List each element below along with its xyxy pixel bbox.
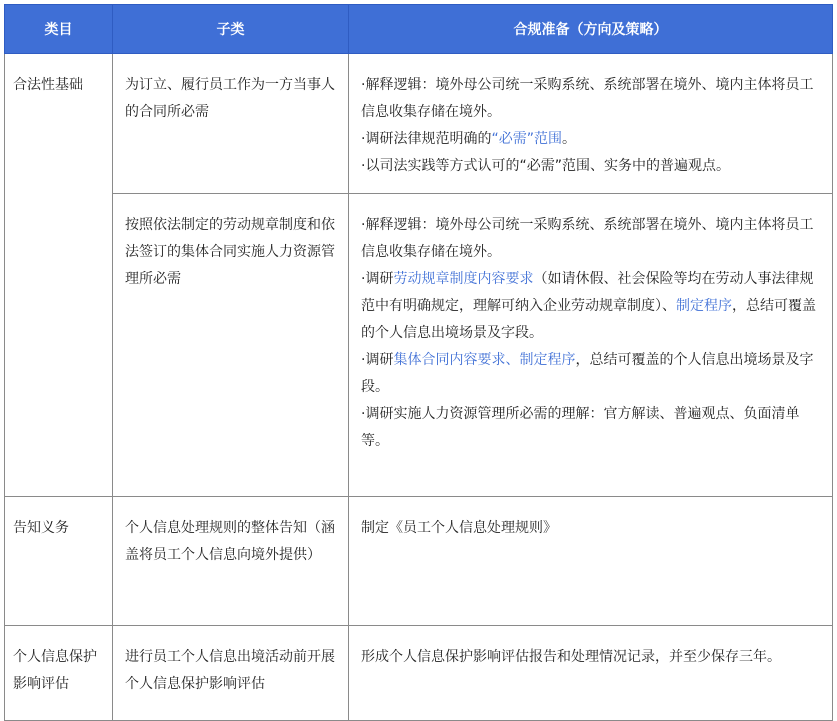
requirement-line: ·调研集体合同内容要求、制定程序，总结可覆盖的个人信息出境场景及字段。 <box>361 352 814 395</box>
requirement-line: ·调研劳动规章制度内容要求（如请休假、社会保险等均在劳动人事法律规范中有明确规定，理解可纳入企业劳动规章制度）、制定程序，总结可覆盖的个人信息出境场景及字段。 <box>361 271 816 341</box>
subcategory-cell: 个人信息处理规则的整体告知（涵盖将员工个人信息向境外提供） <box>113 497 349 626</box>
requirement-line: ·以司法实践等方式认可的“必需”范围、实务中的普遍观点。 <box>361 158 730 174</box>
requirements-cell <box>349 497 833 626</box>
requirement-line: ·解释逻辑：境外母公司统一采购系统、系统部署在境外、境内主体将员工信息收集存储在境外。 <box>361 77 814 120</box>
subcategory-cell: 进行员工个人信息出境活动前开展个人信息保护影响评估 <box>113 626 349 721</box>
category-cell: 合法性基础 <box>5 54 113 497</box>
requirements-cell <box>349 194 833 497</box>
highlight-text: 制定程序 <box>676 298 732 314</box>
header-row <box>5 5 833 54</box>
requirements-cell <box>349 54 833 194</box>
requirement-line: 形成个人信息保护影响评估报告和处理情况记录，并至少保存三年。 <box>361 649 781 665</box>
table-row <box>5 497 833 626</box>
subcategory-cell: 为订立、履行员工作为一方当事人的合同所必需 <box>113 54 349 194</box>
table-row <box>5 194 833 497</box>
table-row <box>5 626 833 721</box>
requirement-line: 制定《员工个人信息处理规则》 <box>361 520 557 536</box>
requirement-line: ·调研法律规范明确的“必需”范围。 <box>361 131 576 147</box>
highlight-text: 劳动规章制度内容要求 <box>393 271 534 287</box>
header-category: 类目 <box>5 5 113 54</box>
header-subcategory: 子类 <box>113 5 349 54</box>
requirement-line: ·解释逻辑：境外母公司统一采购系统、系统部署在境外、境内主体将员工信息收集存储在境外。 <box>361 217 814 260</box>
category-cell: 个人信息保护影响评估 <box>5 626 113 721</box>
category-cell: 告知义务 <box>5 497 113 626</box>
requirements-cell <box>349 626 833 721</box>
subcategory-cell: 按照依法制定的劳动规章制度和依法签订的集体合同实施人力资源管理所必需 <box>113 194 349 497</box>
highlight-text: “必需”范围 <box>491 131 562 147</box>
table-row <box>5 54 833 194</box>
header-requirements: 合规准备（方向及策略） <box>349 5 833 54</box>
compliance-table <box>4 4 833 721</box>
requirement-line: ·调研实施人力资源管理所必需的理解：官方解读、普遍观点、负面清单等。 <box>361 406 800 449</box>
highlight-text: 集体合同内容要求、制定程序 <box>393 352 576 368</box>
